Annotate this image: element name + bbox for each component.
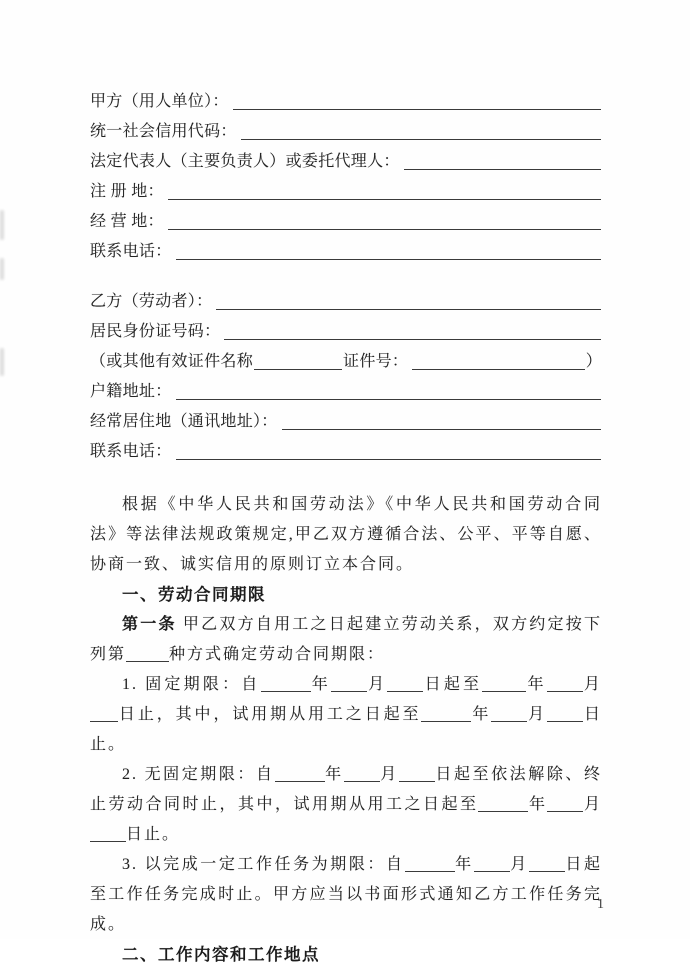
party-a-section	[90, 84, 602, 264]
scan-smudge	[0, 210, 4, 240]
form-label: 联系电话：	[90, 243, 172, 260]
text-run: 月	[366, 676, 388, 693]
blank-field	[282, 429, 601, 430]
page-content	[90, 84, 602, 970]
blank-field	[474, 871, 510, 872]
scan-smudge	[0, 258, 4, 280]
blank-field	[233, 109, 601, 110]
blank-field	[482, 691, 526, 692]
form-line	[90, 374, 602, 404]
text-run: 年	[528, 796, 548, 813]
section-heading	[90, 940, 602, 970]
blank-field	[176, 459, 601, 460]
text-run: 年	[454, 856, 474, 873]
form-label: 统一社会信用代码：	[90, 123, 237, 140]
text-run: 月	[509, 856, 529, 873]
blank-field	[387, 691, 423, 692]
scan-smudge	[0, 348, 4, 376]
blank-field	[254, 369, 342, 370]
text-run: 3. 以完成一定工作任务为期限：自	[122, 856, 405, 873]
paragraph	[90, 610, 602, 670]
text-run: 月	[583, 796, 602, 813]
form-label: 经常居住地（通讯地址）：	[90, 413, 278, 430]
form-label: 法定代表人（主要负责人）或委托代理人：	[90, 153, 400, 170]
form-line	[90, 144, 602, 174]
text-run: 二、工作内容和工作地点	[122, 946, 320, 964]
blank-field	[168, 229, 601, 230]
form-label: 注 册 地：	[90, 183, 164, 200]
contract-body	[90, 490, 602, 970]
blank-field	[275, 781, 325, 782]
blank-field	[399, 781, 435, 782]
blank-field	[126, 661, 169, 662]
text-run: 月	[379, 766, 399, 783]
blank-field	[261, 691, 311, 692]
blank-field	[547, 811, 583, 812]
form-line	[90, 434, 602, 464]
blank-field	[491, 721, 527, 722]
blank-field	[405, 871, 455, 872]
blank-field	[90, 841, 126, 842]
form-line	[90, 344, 602, 374]
blank-field	[547, 721, 583, 722]
text-run: 甲乙双方自用工之日起建立劳动关系，双方约定按下列第	[90, 616, 602, 663]
blank-field	[176, 259, 601, 260]
page-number: 1	[597, 897, 604, 912]
text-run: 年	[324, 766, 344, 783]
text-run: 2. 无固定期限：自	[122, 766, 275, 783]
paragraph	[90, 850, 602, 940]
text-run: 日起至工作任务完成时止。甲方应当以书面形式通知乙方工作任务完成。	[90, 856, 602, 933]
blank-field	[216, 309, 601, 310]
form-label: 经 营 地：	[90, 213, 164, 230]
paragraph	[90, 490, 602, 580]
text-run: 根据《中华人民共和国劳动法》《中华人民共和国劳动合同法》等法律法规政策规定,甲乙双方遵循合法、公平、平等自愿、协商一致、诚实信用的原则订立本合同。	[90, 496, 602, 573]
blank-field	[90, 721, 118, 722]
form-line	[90, 84, 602, 114]
article-number-label: 第一条	[122, 616, 177, 633]
blank-field	[529, 871, 565, 872]
form-line	[90, 114, 602, 144]
form-label: 户籍地址：	[90, 383, 172, 400]
form-label: 证件号：	[343, 353, 409, 370]
blank-field	[412, 369, 584, 370]
text-run: 日止，其中，试用期从用工之日起至	[118, 706, 422, 723]
blank-field	[547, 691, 583, 692]
form-line	[90, 404, 602, 434]
blank-field	[224, 339, 601, 340]
text-run: 月	[527, 706, 548, 723]
form-label: 甲方（用人单位）：	[90, 93, 229, 110]
text-run: 1. 固定期限：自	[122, 676, 261, 693]
form-line	[90, 314, 602, 344]
text-run: 年	[471, 706, 492, 723]
blank-field	[421, 721, 471, 722]
form-label: 乙方（劳动者）：	[90, 293, 213, 310]
blank-field	[331, 691, 367, 692]
blank-field	[176, 399, 601, 400]
text-run: 日起至依法解除、终止劳动合同时止，其中，试用期从用工之日起至	[90, 766, 602, 813]
form-label: ）	[585, 353, 602, 370]
form-line	[90, 204, 602, 234]
text-run: 日起至	[423, 676, 483, 693]
blank-field	[404, 169, 601, 170]
form-label: 联系电话：	[90, 443, 172, 460]
text-run: 月	[582, 676, 602, 693]
form-label: （或其他有效证件名称	[90, 353, 254, 370]
blank-field	[168, 199, 601, 200]
text-run: 种方式确定劳动合同期限：	[169, 646, 386, 663]
text-run: 日止。	[90, 706, 602, 753]
section-heading	[90, 580, 602, 610]
form-label: 居民身份证号码：	[90, 323, 221, 340]
text-run: 年	[310, 676, 331, 693]
paragraph	[90, 760, 602, 850]
form-line	[90, 234, 602, 264]
blank-field	[478, 811, 528, 812]
text-run: 日止。	[126, 826, 181, 843]
form-line	[90, 174, 602, 204]
paragraph	[90, 670, 602, 760]
form-line	[90, 284, 602, 314]
party-b-section	[90, 284, 602, 464]
blank-field	[241, 139, 601, 140]
text-run: 年	[526, 676, 547, 693]
text-run: 一、劳动合同期限	[122, 586, 266, 604]
blank-field	[344, 781, 380, 782]
